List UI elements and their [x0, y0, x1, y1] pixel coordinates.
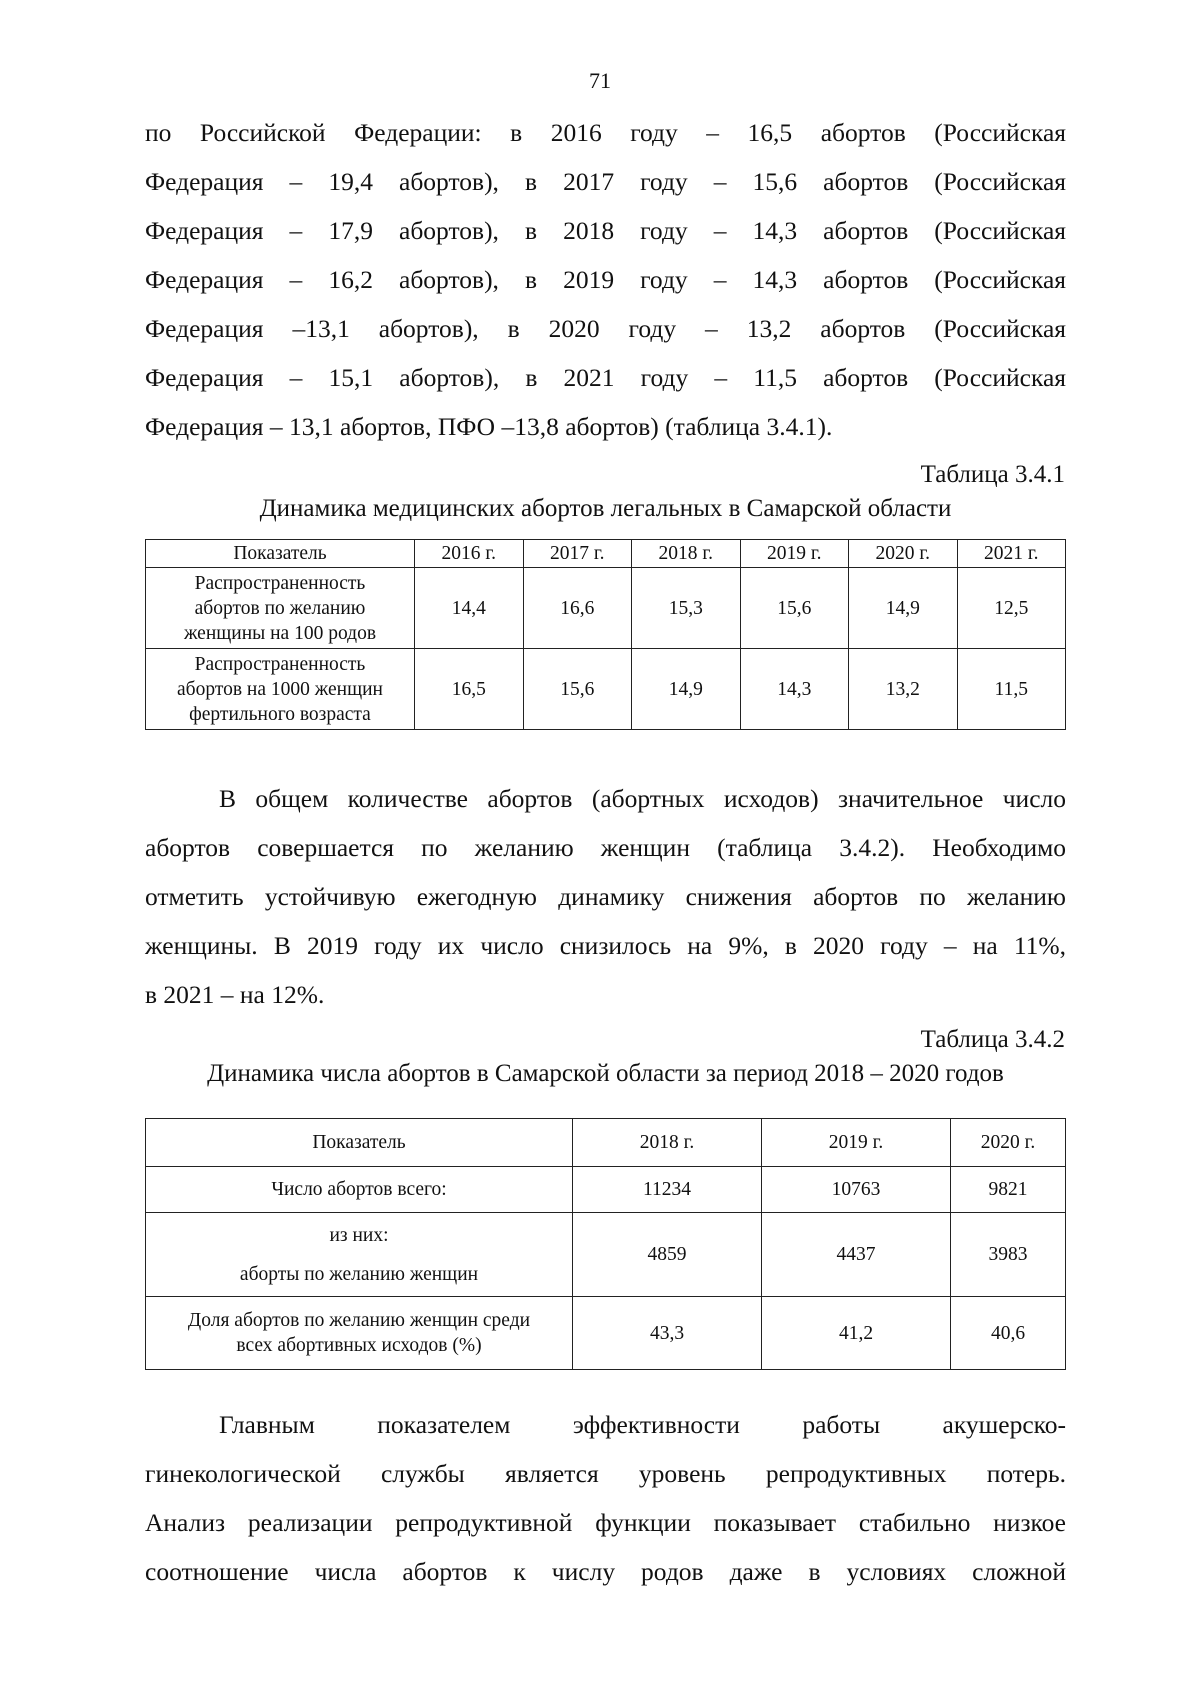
value-cell: 15,6: [740, 568, 849, 649]
text-line: В общем количестве абортов (абортных исходов) значительное число: [219, 784, 1066, 813]
table-1: [145, 539, 1066, 730]
text-line: Федерация – 17,9 абортов), в 2018 году – 14,3 абортов (Российская: [145, 216, 1066, 245]
value-cell: 3983: [951, 1213, 1066, 1297]
row-label-cell: [146, 1213, 573, 1297]
value-cell: 16,5: [415, 649, 524, 730]
table-row: [146, 1297, 1066, 1370]
value-cell: 11234: [573, 1167, 762, 1213]
text-line: Главным показателем эффективности работы акушерско-: [219, 1410, 1066, 1439]
paragraph-3: [145, 1400, 1066, 1596]
row-label-cell: [146, 649, 415, 730]
text-line: соотношение числа абортов к числу родов даже в условиях сложной: [145, 1557, 1066, 1586]
table-header-row: [146, 1119, 1066, 1167]
row-label-line: Распространенность: [194, 653, 366, 675]
value-cell: 12,5: [957, 568, 1066, 649]
text-line: отметить устойчивую ежегодную динамику снижения абортов по желанию: [145, 882, 1066, 911]
table-row: [146, 568, 1066, 649]
row-label-cell: [146, 1167, 573, 1213]
row-label-line: абортов на 1000 женщин: [177, 678, 383, 700]
value-cell: 14,9: [849, 568, 958, 649]
header-cell: 2016 г.: [415, 540, 524, 568]
value-cell: 43,3: [573, 1297, 762, 1370]
paragraph-2: [145, 774, 1066, 1019]
value-cell: 40,6: [951, 1297, 1066, 1370]
value-cell: 4859: [573, 1213, 762, 1297]
header-cell: 2019 г.: [762, 1119, 951, 1167]
row-label-line: женщины на 100 родов: [183, 622, 377, 644]
text-line: гинекологической службы является уровень репродуктивных потерь.: [145, 1459, 1066, 1488]
value-cell: 10763: [762, 1167, 951, 1213]
row-label-cell: [146, 1297, 573, 1370]
value-cell: 14,4: [415, 568, 524, 649]
value-cell: 14,9: [632, 649, 741, 730]
header-cell: 2017 г.: [523, 540, 632, 568]
value-cell: 16,6: [523, 568, 632, 649]
header-cell: 2020 г.: [849, 540, 958, 568]
text-line: Федерация – 19,4 абортов), в 2017 году – 15,6 абортов (Российская: [145, 167, 1066, 196]
text-line: абортов совершается по желанию женщин (таблица 3.4.2). Необходимо: [145, 833, 1066, 862]
table-1-title: Динамика медицинских абортов легальных в Самарской области: [259, 495, 952, 522]
row-label-line: фертильного возраста: [189, 703, 371, 725]
table-2: [145, 1118, 1066, 1370]
header-cell: Показатель: [146, 540, 415, 568]
table-row: [146, 1213, 1066, 1297]
row-label-line: аборты по желанию женщин: [239, 1263, 479, 1285]
header-cell: 2018 г.: [632, 540, 741, 568]
table-row: [146, 649, 1066, 730]
page-number: 71: [589, 68, 611, 93]
row-label-cell: [146, 568, 415, 649]
text-line: Федерация – 16,2 абортов), в 2019 году – 14,3 абортов (Российская: [145, 265, 1066, 294]
header-cell: 2021 г.: [957, 540, 1066, 568]
table-1-label: Таблица 3.4.1: [920, 461, 1065, 488]
table-2-title: Динамика числа абортов в Самарской области за период 2018 – 2020 годов: [207, 1060, 1004, 1087]
row-label-line: из них:: [329, 1224, 389, 1246]
table-header-row: [146, 540, 1066, 568]
header-cell: 2018 г.: [573, 1119, 762, 1167]
value-cell: 14,3: [740, 649, 849, 730]
value-cell: 9821: [951, 1167, 1066, 1213]
text-line: Федерация – 15,1 абортов), в 2021 году – 11,5 абортов (Российская: [145, 363, 1066, 392]
paragraph-1: [145, 108, 1066, 451]
row-label-line: Распространенность: [194, 572, 366, 594]
value-cell: 15,3: [632, 568, 741, 649]
value-cell: 4437: [762, 1213, 951, 1297]
table-row: [146, 1167, 1066, 1213]
text-line: в 2021 – на 12%.: [145, 980, 325, 1009]
value-cell: 13,2: [849, 649, 958, 730]
row-label-line: Число абортов всего:: [271, 1179, 447, 1200]
text-line: Федерация – 13,1 абортов, ПФО –13,8 абортов) (таблица 3.4.1).: [145, 412, 833, 441]
header-cell: 2020 г.: [951, 1119, 1066, 1167]
text-line: женщины. В 2019 году их число снизилось на 9%, в 2020 году – на 11%,: [145, 931, 1066, 960]
text-line: Анализ реализации репродуктивной функции показывает стабильно низкое: [145, 1508, 1066, 1537]
row-label-line: Доля абортов по желанию женщин среди: [187, 1310, 531, 1331]
value-cell: 41,2: [762, 1297, 951, 1370]
row-label-line: всех абортивных исходов (%): [236, 1335, 482, 1356]
value-cell: 15,6: [523, 649, 632, 730]
table-2-label: Таблица 3.4.2: [920, 1026, 1065, 1053]
value-cell: 11,5: [957, 649, 1066, 730]
text-line: по Российской Федерации: в 2016 году – 16,5 абортов (Российская: [145, 118, 1066, 147]
header-cell: Показатель: [146, 1119, 573, 1167]
header-cell: 2019 г.: [740, 540, 849, 568]
text-line: Федерация –13,1 абортов), в 2020 году – 13,2 абортов (Российская: [145, 314, 1066, 343]
row-label-line: абортов по желанию: [194, 597, 366, 619]
